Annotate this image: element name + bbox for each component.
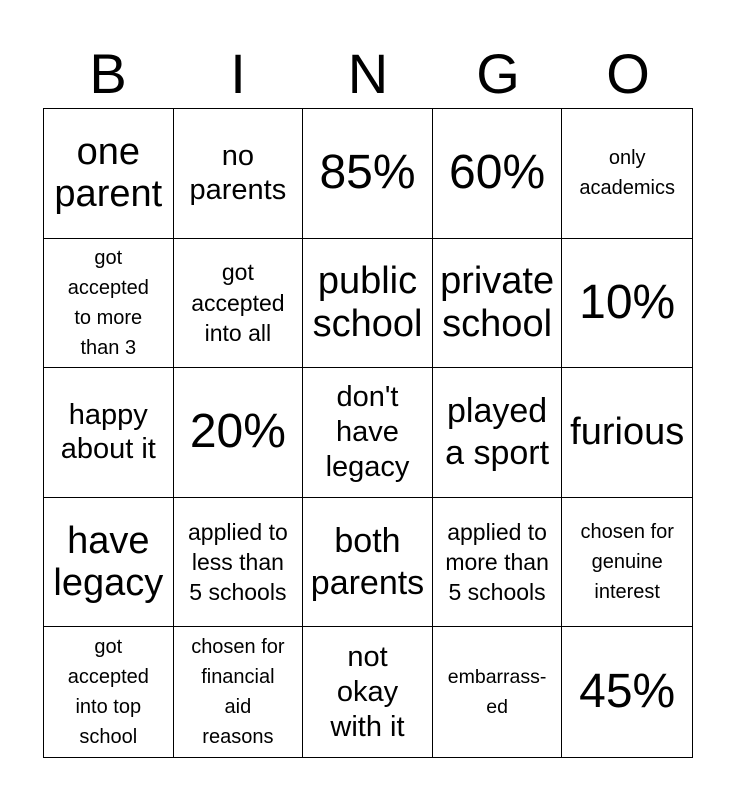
bingo-cell[interactable]: 60% (433, 109, 563, 239)
bingo-cell[interactable]: one parent (44, 109, 174, 239)
bingo-cell[interactable]: public school (303, 239, 433, 369)
header-letter-g: G (476, 42, 520, 105)
bingo-cell[interactable]: 20% (174, 368, 304, 498)
header-letter-b: B (89, 42, 127, 105)
bingo-cell[interactable]: embarrass- ed (433, 627, 563, 757)
header-letter-i: I (230, 42, 246, 105)
bingo-cell[interactable]: don't have legacy (303, 368, 433, 498)
bingo-cell[interactable]: 10% (562, 239, 692, 369)
bingo-cell[interactable]: have legacy (44, 498, 174, 628)
header-letter-n: N (347, 42, 389, 105)
bingo-cell[interactable]: 45% (579, 665, 676, 718)
bingo-cell[interactable]: played a sport (433, 368, 563, 498)
bingo-cell[interactable]: got accepted to more than 3 (44, 239, 174, 369)
bingo-board (43, 108, 693, 758)
bingo-cell[interactable]: not okay with it (303, 627, 433, 757)
bingo-cell[interactable]: got accepted into all (174, 239, 304, 369)
bingo-cell[interactable]: furious (562, 368, 692, 498)
bingo-cell[interactable]: 85% (303, 109, 433, 239)
bingo-cell[interactable]: chosen for genuine interest (562, 498, 692, 628)
bingo-header (43, 40, 693, 108)
bingo-cell[interactable]: chosen for financial aid reasons (174, 627, 304, 757)
bingo-cell[interactable]: private school (433, 239, 563, 369)
bingo-cell[interactable]: got accepted into top school (44, 627, 174, 757)
bingo-cell[interactable]: applied to less than 5 schools (174, 498, 304, 628)
bingo-cell[interactable]: both parents (303, 498, 433, 628)
bingo-cell[interactable]: only academics (562, 109, 692, 239)
header-letter-o: O (606, 42, 650, 105)
bingo-cell[interactable]: happy about it (44, 368, 174, 498)
bingo-cell[interactable]: applied to more than 5 schools (433, 498, 563, 628)
bingo-cell[interactable]: no parents (174, 109, 304, 239)
